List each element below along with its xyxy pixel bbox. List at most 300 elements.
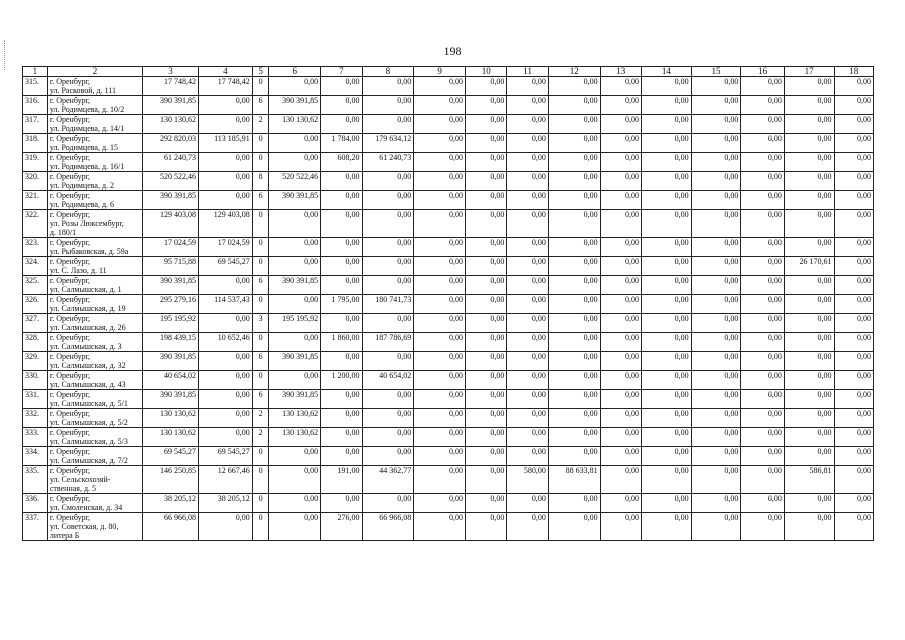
value-cell: 0,00 xyxy=(466,295,507,314)
table-row xyxy=(23,77,874,96)
value-cell: 0,00 xyxy=(362,257,414,276)
value-cell: 0,00 xyxy=(691,257,741,276)
value-cell: 0,00 xyxy=(834,191,873,210)
address-line: г. Оренбург, xyxy=(49,191,90,200)
value-cell: 0,00 xyxy=(466,210,507,238)
value-cell: 0,00 xyxy=(641,96,691,115)
value-cell: 0,00 xyxy=(641,172,691,191)
page-number: 198 xyxy=(443,44,462,58)
value-cell: 0,00 xyxy=(466,513,507,541)
value-cell: 129 403,08 xyxy=(198,210,252,238)
value-cell: 191,00 xyxy=(321,466,362,494)
address-line: г. Оренбург, xyxy=(49,238,90,247)
value-cell: 17 024,59 xyxy=(143,238,199,257)
value-cell: 0,00 xyxy=(691,153,741,172)
value-cell: 0,00 xyxy=(834,352,873,371)
address-line: г. Оренбург, xyxy=(49,314,90,323)
value-cell: 0,00 xyxy=(641,238,691,257)
value-cell: 38 205,12 xyxy=(198,494,252,513)
value-cell: 0,00 xyxy=(600,96,641,115)
value-cell: 130 130,62 xyxy=(143,115,199,134)
value-cell: 0,00 xyxy=(548,371,600,390)
address-line: г. Оренбург, xyxy=(49,115,90,124)
value-cell: 0,00 xyxy=(321,447,362,466)
value-cell: 0,00 xyxy=(466,134,507,153)
address-cell xyxy=(47,210,142,238)
value-cell: 0,00 xyxy=(507,172,548,191)
value-cell: 44 362,77 xyxy=(362,466,414,494)
value-cell: 0,00 xyxy=(198,352,252,371)
address-line: ул. Родимцева, д. 2 xyxy=(49,181,115,190)
value-cell: 0,00 xyxy=(414,295,466,314)
table-row xyxy=(23,371,874,390)
address-line: ул. Салмышская, д. 19 xyxy=(49,304,126,313)
row-number: 337. xyxy=(23,513,48,541)
header-row xyxy=(23,67,874,77)
address-line: г. Оренбург, xyxy=(49,447,90,456)
value-cell: 0,00 xyxy=(691,295,741,314)
value-cell: 0,00 xyxy=(834,466,873,494)
address-cell xyxy=(47,314,142,333)
value-cell: 0,00 xyxy=(269,513,321,541)
value-cell: 0,00 xyxy=(362,447,414,466)
value-cell: 130 130,62 xyxy=(143,428,199,447)
value-cell: 0,00 xyxy=(269,257,321,276)
value-cell: 0,00 xyxy=(784,77,834,96)
column-header: 10 xyxy=(466,67,507,77)
value-cell: 0,00 xyxy=(834,333,873,352)
value-cell: 0,00 xyxy=(321,210,362,238)
value-cell: 0,00 xyxy=(466,428,507,447)
row-number: 328. xyxy=(23,333,48,352)
value-cell: 0,00 xyxy=(362,390,414,409)
value-cell: 0,00 xyxy=(198,115,252,134)
value-cell: 0,00 xyxy=(362,210,414,238)
value-cell: 0,00 xyxy=(784,409,834,428)
value-cell: 0,00 xyxy=(741,210,784,238)
value-cell: 12 667,46 xyxy=(198,466,252,494)
value-cell: 0,00 xyxy=(600,191,641,210)
row-number: 333. xyxy=(23,428,48,447)
address-cell xyxy=(47,134,142,153)
value-cell: 586,81 xyxy=(784,466,834,494)
address-line: ул. Салмышская, д. 3 xyxy=(49,342,122,351)
value-cell: 0,00 xyxy=(507,513,548,541)
value-cell: 0,00 xyxy=(784,314,834,333)
value-cell: 0,00 xyxy=(691,191,741,210)
value-cell: 40 654,02 xyxy=(143,371,199,390)
value-cell: 0,00 xyxy=(784,96,834,115)
value-cell: 0,00 xyxy=(507,96,548,115)
address-line: ул. Салмышская, д. 5/1 xyxy=(49,399,128,408)
value-cell: 0 xyxy=(252,257,269,276)
value-cell: 0,00 xyxy=(414,115,466,134)
value-cell: 0,00 xyxy=(741,314,784,333)
value-cell: 195 195,92 xyxy=(143,314,199,333)
value-cell: 0 xyxy=(252,134,269,153)
value-cell: 0,00 xyxy=(507,409,548,428)
value-cell: 390 391,85 xyxy=(143,352,199,371)
value-cell: 0,00 xyxy=(600,494,641,513)
value-cell: 61 240,73 xyxy=(362,153,414,172)
value-cell: 0,00 xyxy=(834,96,873,115)
value-cell: 0,00 xyxy=(466,494,507,513)
value-cell: 0,00 xyxy=(198,390,252,409)
value-cell: 66 966,08 xyxy=(362,513,414,541)
value-cell: 0,00 xyxy=(691,390,741,409)
value-cell: 0,00 xyxy=(548,238,600,257)
address-cell xyxy=(47,513,142,541)
value-cell: 0,00 xyxy=(691,447,741,466)
value-cell: 0,00 xyxy=(507,238,548,257)
value-cell: 0,00 xyxy=(269,295,321,314)
address-line: литера Б xyxy=(49,531,80,540)
value-cell: 0,00 xyxy=(600,409,641,428)
value-cell: 0,00 xyxy=(741,295,784,314)
address-line: ул. Салмышская, д. 7/2 xyxy=(49,456,128,465)
value-cell: 0,00 xyxy=(507,115,548,134)
address-line: г. Оренбург, xyxy=(49,409,90,418)
value-cell: 0,00 xyxy=(466,257,507,276)
value-cell: 0,00 xyxy=(321,96,362,115)
value-cell: 0,00 xyxy=(641,257,691,276)
value-cell: 0,00 xyxy=(466,96,507,115)
table-body xyxy=(23,77,874,541)
value-cell: 0,00 xyxy=(548,257,600,276)
value-cell: 0,00 xyxy=(362,494,414,513)
address-line: ул. Смоленская, д. 34 xyxy=(49,503,123,512)
value-cell: 0,00 xyxy=(741,494,784,513)
address-line: ул. Салмышская, д. 32 xyxy=(49,361,126,370)
value-cell: 0,00 xyxy=(466,153,507,172)
value-cell: 0,00 xyxy=(414,390,466,409)
value-cell: 0,00 xyxy=(548,115,600,134)
row-number: 329. xyxy=(23,352,48,371)
value-cell: 0,00 xyxy=(414,77,466,96)
address-line: ственная, д. 5 xyxy=(49,484,97,493)
table-row xyxy=(23,295,874,314)
value-cell: 0,00 xyxy=(600,172,641,191)
value-cell: 0,00 xyxy=(691,371,741,390)
value-cell: 0,00 xyxy=(834,153,873,172)
value-cell: 0,00 xyxy=(741,172,784,191)
value-cell: 0,00 xyxy=(362,115,414,134)
value-cell: 0,00 xyxy=(414,257,466,276)
value-cell: 0,00 xyxy=(507,77,548,96)
address-cell xyxy=(47,333,142,352)
value-cell: 0,00 xyxy=(466,352,507,371)
value-cell: 0,00 xyxy=(691,210,741,238)
column-header: 13 xyxy=(600,67,641,77)
value-cell: 0,00 xyxy=(784,371,834,390)
value-cell: 0,00 xyxy=(466,191,507,210)
value-cell: 0 xyxy=(252,447,269,466)
value-cell: 292 820,03 xyxy=(143,134,199,153)
table-row xyxy=(23,428,874,447)
value-cell: 40 654,02 xyxy=(362,371,414,390)
value-cell: 130 130,62 xyxy=(269,115,321,134)
row-number: 318. xyxy=(23,134,48,153)
value-cell: 0,00 xyxy=(466,276,507,295)
value-cell: 0,00 xyxy=(600,134,641,153)
value-cell: 0,00 xyxy=(414,96,466,115)
value-cell: 0,00 xyxy=(691,276,741,295)
value-cell: 0,00 xyxy=(641,276,691,295)
value-cell: 0,00 xyxy=(691,115,741,134)
value-cell: 0,00 xyxy=(466,172,507,191)
value-cell: 0,00 xyxy=(834,295,873,314)
value-cell: 0,00 xyxy=(466,371,507,390)
column-header: 12 xyxy=(548,67,600,77)
value-cell: 0,00 xyxy=(691,352,741,371)
value-cell: 0,00 xyxy=(414,371,466,390)
address-cell xyxy=(47,447,142,466)
address-line: г. Оренбург, xyxy=(49,513,90,522)
address-cell xyxy=(47,371,142,390)
row-number: 334. xyxy=(23,447,48,466)
address-line: ул. Розы Люксембург, xyxy=(49,219,124,228)
value-cell: 0,00 xyxy=(834,494,873,513)
value-cell: 0,00 xyxy=(834,238,873,257)
value-cell: 0,00 xyxy=(548,134,600,153)
value-cell: 1 200,00 xyxy=(321,371,362,390)
row-number: 320. xyxy=(23,172,48,191)
table-row xyxy=(23,276,874,295)
value-cell: 0 xyxy=(252,371,269,390)
value-cell: 0,00 xyxy=(600,115,641,134)
value-cell: 0,00 xyxy=(691,134,741,153)
value-cell: 0,00 xyxy=(784,295,834,314)
value-cell: 0,00 xyxy=(198,409,252,428)
value-cell: 0,00 xyxy=(507,333,548,352)
value-cell: 69 545,27 xyxy=(198,257,252,276)
value-cell: 0,00 xyxy=(414,352,466,371)
value-cell: 0,00 xyxy=(414,513,466,541)
value-cell: 0,00 xyxy=(784,172,834,191)
value-cell: 0,00 xyxy=(600,153,641,172)
address-line: д. 180/1 xyxy=(49,228,77,237)
value-cell: 0,00 xyxy=(691,172,741,191)
value-cell: 0,00 xyxy=(321,352,362,371)
value-cell: 0,00 xyxy=(414,314,466,333)
value-cell: 0,00 xyxy=(321,314,362,333)
address-line: ул. Салмышская, д. 5/3 xyxy=(49,437,128,446)
value-cell: 61 240,73 xyxy=(143,153,199,172)
address-cell xyxy=(47,172,142,191)
value-cell: 390 391,85 xyxy=(143,191,199,210)
value-cell: 0,00 xyxy=(741,257,784,276)
value-cell: 0,00 xyxy=(834,409,873,428)
value-cell: 0,00 xyxy=(741,153,784,172)
address-cell xyxy=(47,409,142,428)
value-cell: 295 279,16 xyxy=(143,295,199,314)
value-cell: 0,00 xyxy=(362,314,414,333)
value-cell: 0,00 xyxy=(548,352,600,371)
value-cell: 0,00 xyxy=(362,238,414,257)
value-cell: 0,00 xyxy=(784,447,834,466)
value-cell: 0,00 xyxy=(269,238,321,257)
value-cell: 0,00 xyxy=(269,371,321,390)
address-cell xyxy=(47,238,142,257)
value-cell: 0,00 xyxy=(548,172,600,191)
value-cell: 179 634,12 xyxy=(362,134,414,153)
value-cell: 195 195,92 xyxy=(269,314,321,333)
table-row xyxy=(23,191,874,210)
value-cell: 0,00 xyxy=(600,466,641,494)
value-cell: 0,00 xyxy=(269,77,321,96)
value-cell: 0,00 xyxy=(414,494,466,513)
data-table xyxy=(22,66,874,541)
row-number: 336. xyxy=(23,494,48,513)
value-cell: 0,00 xyxy=(641,115,691,134)
address-line: ул. Салмышская, д. 1 xyxy=(49,285,122,294)
table-row xyxy=(23,494,874,513)
value-cell: 0,00 xyxy=(834,428,873,447)
value-cell: 0,00 xyxy=(834,513,873,541)
column-header: 18 xyxy=(834,67,873,77)
value-cell: 0,00 xyxy=(548,96,600,115)
value-cell: 6 xyxy=(252,352,269,371)
value-cell: 0,00 xyxy=(600,314,641,333)
value-cell: 2 xyxy=(252,115,269,134)
value-cell: 0,00 xyxy=(834,371,873,390)
address-line: ул. Родимцева, д. 16/1 xyxy=(49,162,125,171)
value-cell: 10 652,46 xyxy=(198,333,252,352)
value-cell: 0,00 xyxy=(269,447,321,466)
column-header: 15 xyxy=(691,67,741,77)
address-line: ул. Родимцева, д. 15 xyxy=(49,143,119,152)
value-cell: 0,00 xyxy=(198,513,252,541)
value-cell: 0,00 xyxy=(466,409,507,428)
value-cell: 0,00 xyxy=(198,314,252,333)
value-cell: 0,00 xyxy=(414,153,466,172)
row-number: 315. xyxy=(23,77,48,96)
value-cell: 0,00 xyxy=(641,210,691,238)
value-cell: 0,00 xyxy=(691,513,741,541)
value-cell: 0,00 xyxy=(741,333,784,352)
value-cell: 0,00 xyxy=(834,314,873,333)
value-cell: 0,00 xyxy=(600,333,641,352)
address-line: ул. Сельскохозяй- xyxy=(49,475,111,484)
address-cell xyxy=(47,153,142,172)
value-cell: 0,00 xyxy=(507,191,548,210)
value-cell: 0,00 xyxy=(466,447,507,466)
table-row xyxy=(23,466,874,494)
value-cell: 0,00 xyxy=(641,314,691,333)
value-cell: 0,00 xyxy=(600,276,641,295)
row-number: 321. xyxy=(23,191,48,210)
table-row xyxy=(23,352,874,371)
value-cell: 0,00 xyxy=(269,134,321,153)
address-cell xyxy=(47,257,142,276)
table-row xyxy=(23,513,874,541)
value-cell: 0,00 xyxy=(321,390,362,409)
value-cell: 0,00 xyxy=(641,371,691,390)
value-cell: 0,00 xyxy=(507,494,548,513)
value-cell: 0,00 xyxy=(321,191,362,210)
value-cell: 0,00 xyxy=(507,276,548,295)
value-cell: 0,00 xyxy=(641,513,691,541)
value-cell: 3 xyxy=(252,314,269,333)
value-cell: 0,00 xyxy=(641,409,691,428)
value-cell: 0,00 xyxy=(641,390,691,409)
value-cell: 0,00 xyxy=(641,494,691,513)
value-cell: 0,00 xyxy=(507,153,548,172)
value-cell: 0,00 xyxy=(784,428,834,447)
column-header: 9 xyxy=(414,67,466,77)
value-cell: 390 391,85 xyxy=(269,276,321,295)
value-cell: 0,00 xyxy=(321,409,362,428)
value-cell: 0,00 xyxy=(466,115,507,134)
value-cell: 38 205,12 xyxy=(143,494,199,513)
value-cell: 0,00 xyxy=(321,257,362,276)
value-cell: 0,00 xyxy=(600,513,641,541)
value-cell: 0,00 xyxy=(641,191,691,210)
value-cell: 0,00 xyxy=(691,77,741,96)
value-cell: 0,00 xyxy=(600,210,641,238)
value-cell: 0,00 xyxy=(414,210,466,238)
value-cell: 0,00 xyxy=(414,333,466,352)
column-header: 1 xyxy=(23,67,48,77)
value-cell: 0,00 xyxy=(466,333,507,352)
address-line: г. Оренбург, xyxy=(49,257,90,266)
value-cell: 0,00 xyxy=(548,276,600,295)
value-cell: 0,00 xyxy=(784,276,834,295)
value-cell: 0,00 xyxy=(362,409,414,428)
address-line: г. Оренбург, xyxy=(49,333,90,342)
value-cell: 0,00 xyxy=(641,447,691,466)
value-cell: 0,00 xyxy=(741,466,784,494)
value-cell: 390 391,85 xyxy=(269,96,321,115)
row-number: 327. xyxy=(23,314,48,333)
value-cell: 0,00 xyxy=(834,172,873,191)
address-cell xyxy=(47,352,142,371)
value-cell: 0,00 xyxy=(834,447,873,466)
value-cell: 187 786,69 xyxy=(362,333,414,352)
value-cell: 1 784,00 xyxy=(321,134,362,153)
column-header: 8 xyxy=(362,67,414,77)
value-cell: 0,00 xyxy=(362,428,414,447)
value-cell: 0,00 xyxy=(321,238,362,257)
value-cell: 0,00 xyxy=(507,210,548,238)
value-cell: 0,00 xyxy=(198,96,252,115)
value-cell: 0,00 xyxy=(507,447,548,466)
value-cell: 0,00 xyxy=(548,77,600,96)
value-cell: 0,00 xyxy=(362,172,414,191)
value-cell: 0,00 xyxy=(741,513,784,541)
value-cell: 0 xyxy=(252,77,269,96)
address-line: ул. Салмышская, д. 26 xyxy=(49,323,126,332)
value-cell: 0,00 xyxy=(741,96,784,115)
row-number: 319. xyxy=(23,153,48,172)
address-line: г. Оренбург, xyxy=(49,466,90,475)
address-cell xyxy=(47,77,142,96)
address-cell xyxy=(47,428,142,447)
value-cell: 0,00 xyxy=(600,238,641,257)
value-cell: 26 170,61 xyxy=(784,257,834,276)
value-cell: 0,00 xyxy=(691,238,741,257)
value-cell: 6 xyxy=(252,276,269,295)
value-cell: 0,00 xyxy=(600,447,641,466)
value-cell: 0,00 xyxy=(466,466,507,494)
address-line: ул. Родимцева, д. 14/1 xyxy=(49,124,125,133)
value-cell: 390 391,85 xyxy=(269,390,321,409)
address-line: ул. Рыбаковская, д. 59а xyxy=(49,247,129,256)
value-cell: 0,00 xyxy=(548,314,600,333)
value-cell: 0,00 xyxy=(507,428,548,447)
table-row xyxy=(23,257,874,276)
value-cell: 0,00 xyxy=(691,428,741,447)
